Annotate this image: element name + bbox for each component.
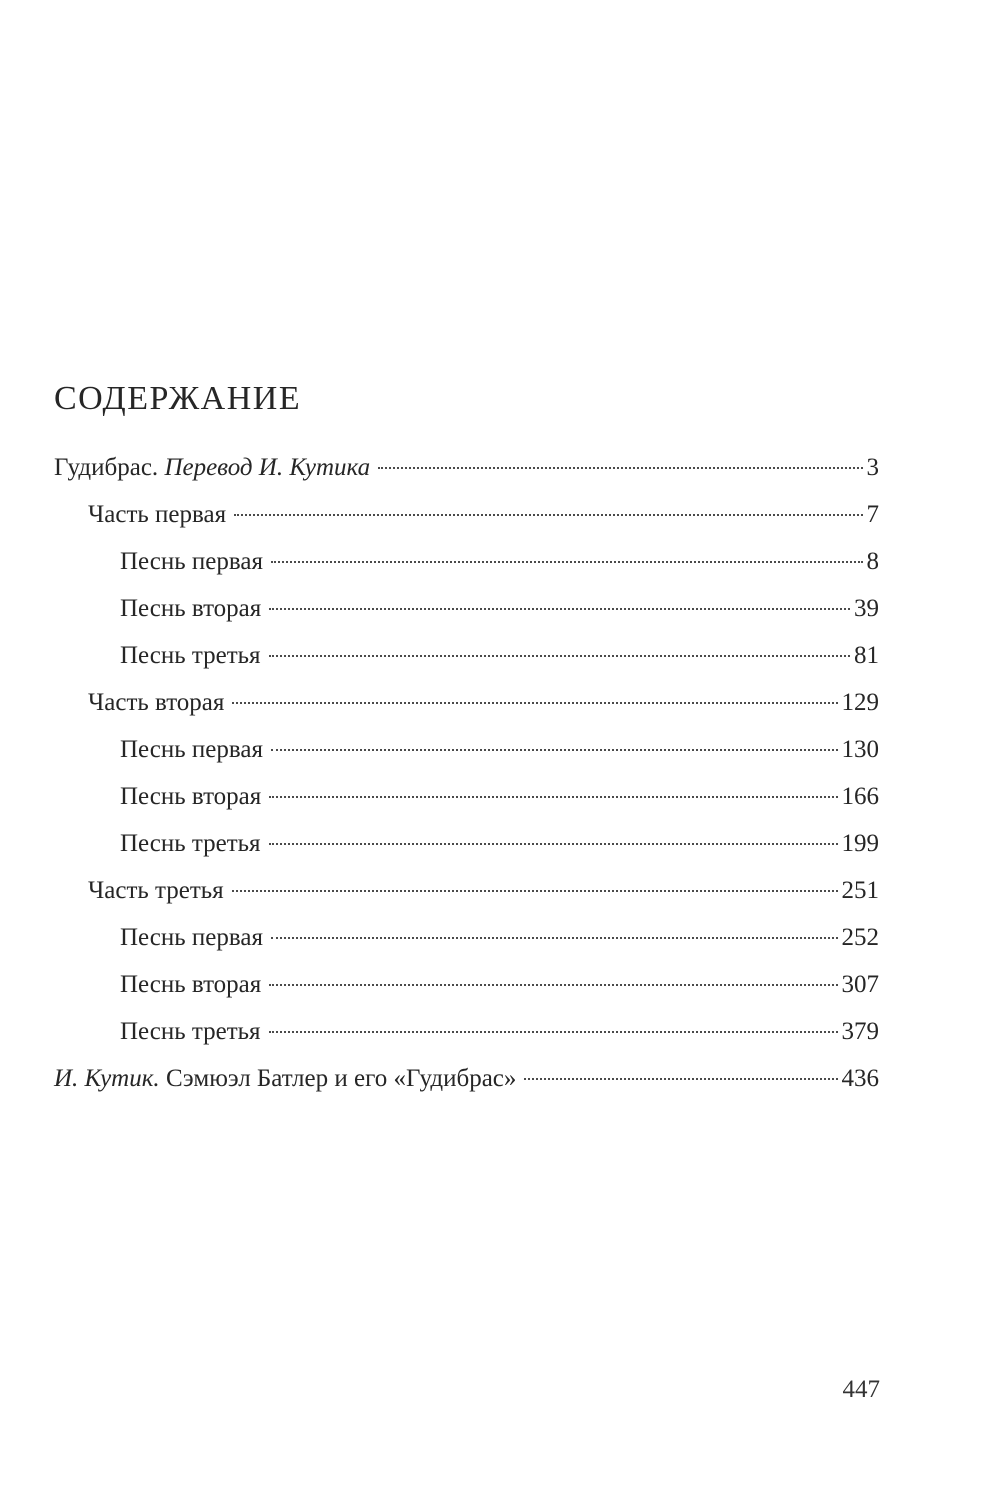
toc-entry-label: Часть первая	[88, 501, 227, 528]
toc-entry-label: Песнь вторая	[120, 971, 262, 998]
dot-leader	[271, 749, 838, 751]
toc-entry-label: Песнь первая	[120, 924, 263, 951]
toc-entry-page-number: 3	[866, 454, 879, 481]
dot-leader	[232, 702, 837, 704]
toc-entry-label: Песнь первая	[120, 736, 263, 763]
toc-entry-label: Песнь третья	[120, 830, 261, 857]
toc-entry-page-number: 379	[841, 1018, 879, 1045]
dot-leader	[269, 655, 850, 657]
page-number: 447	[842, 1376, 880, 1403]
dot-leader	[524, 1078, 837, 1080]
toc-heading: СОДЕРЖАНИЕ	[54, 380, 302, 417]
toc-entry-label: Песнь третья	[120, 1018, 261, 1045]
dot-leader	[269, 796, 837, 798]
toc-entry-label: Песнь вторая	[120, 783, 262, 810]
toc-entry-afterword[interactable]	[54, 1059, 879, 1099]
toc-entry-part-3[interactable]	[88, 871, 879, 911]
toc-entry-author: И. Кутик.	[54, 1065, 160, 1092]
toc-entry-page-number: 8	[866, 548, 879, 575]
toc-entry-page-number: 129	[841, 689, 879, 716]
dot-leader	[232, 890, 838, 892]
toc-entry-part-2[interactable]	[88, 683, 879, 723]
toc-entry-page-number: 130	[841, 736, 879, 763]
dot-leader	[271, 561, 863, 563]
dot-leader	[269, 984, 837, 986]
toc-entry-label: Песнь первая	[120, 548, 263, 575]
toc-entry-page-number: 39	[854, 595, 879, 622]
toc-entry-page-number: 251	[841, 877, 879, 904]
toc-entry-part-1-canto-3[interactable]	[120, 636, 879, 676]
toc-entry-label: Часть третья	[88, 877, 224, 904]
dot-leader	[378, 467, 862, 469]
toc-entry-page-number: 81	[854, 642, 879, 669]
toc-entry-part-2-canto-2[interactable]	[120, 777, 879, 817]
toc-entry-title: Гудибрас.	[54, 454, 165, 481]
toc-entry-hudibras[interactable]	[54, 448, 879, 488]
toc-entry-part-1-canto-2[interactable]	[120, 589, 879, 629]
toc-entry-part-2-canto-1[interactable]	[120, 730, 879, 770]
toc-entry-label: Песнь вторая	[120, 595, 262, 622]
toc-entry-page-number: 166	[841, 783, 879, 810]
toc-entry-label	[54, 448, 370, 488]
toc-entry-part-1-canto-1[interactable]	[120, 542, 879, 582]
toc-entry-title: Сэмюэл Батлер и его «Гудибрас»	[159, 1065, 517, 1092]
dot-leader	[269, 1031, 838, 1033]
toc-entry-part-3-canto-2[interactable]	[120, 965, 879, 1005]
toc-entry-page-number: 252	[841, 924, 879, 951]
dot-leader	[271, 937, 838, 939]
toc-entry-translator: Перевод И. Кутика	[164, 454, 371, 481]
dot-leader	[269, 608, 850, 610]
toc-entry-page-number: 307	[841, 971, 879, 998]
toc-entry-page-number: 436	[841, 1065, 879, 1092]
toc-entry-label	[54, 1059, 516, 1099]
dot-leader	[234, 514, 862, 516]
toc-entry-part-2-canto-3[interactable]	[120, 824, 879, 864]
toc-entry-page-number: 7	[866, 501, 879, 528]
toc-entry-label: Песнь третья	[120, 642, 261, 669]
dot-leader	[269, 843, 838, 845]
toc-entry-part-1[interactable]	[88, 495, 879, 535]
toc-entry-label: Часть вторая	[88, 689, 225, 716]
toc-entry-page-number: 199	[841, 830, 879, 857]
toc-entry-part-3-canto-3[interactable]	[120, 1012, 879, 1052]
toc-entry-part-3-canto-1[interactable]	[120, 918, 879, 958]
